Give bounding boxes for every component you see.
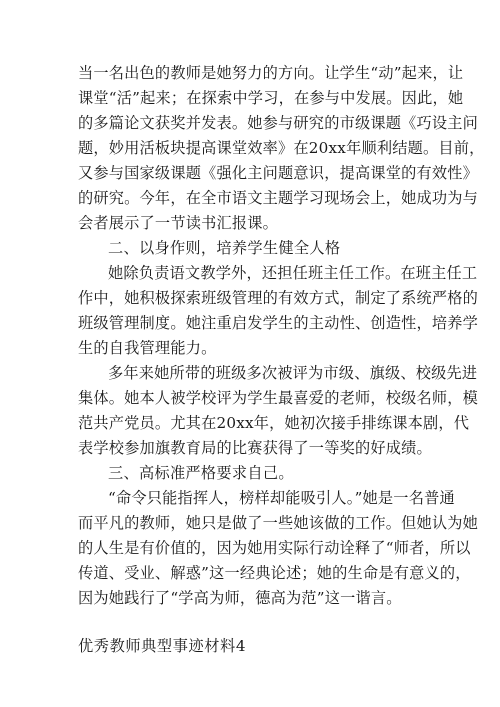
paragraph-4-line-1: “命令只能指挥人，榜样却能吸引人。”她是一名普通 (108, 489, 455, 507)
heading-3: 三、高标准严格要求自己。 (108, 464, 294, 482)
paragraph-4-line-3: 的人生是有价值的，因为她用实际行动诠释了“师者，所以 (78, 539, 471, 557)
paragraph-4-line-2: 而平凡的教师，她只是做了一些她该做的工作。但她认为她 (78, 514, 479, 532)
paragraph-4-line-5: 因为她践行了“学高为师，德高为范”这一谐言。 (78, 589, 402, 607)
paragraph-1-line-4: 题，妙用活板块提高课堂效率》在20xx年顺利结题。目前， (78, 139, 485, 157)
paragraph-3-line-2: 集体。她本人被学校评为学生最喜爱的老师，校级名师，模 (78, 389, 479, 407)
paragraph-2-line-2: 作中，她积极探索班级管理的有效方式，制定了系统严格的 (78, 289, 479, 307)
paragraph-1-line-1: 当一名出色的教师是她努力的方向。让学生“动”起来，让 (78, 64, 464, 82)
paragraph-2-line-1: 她除负责语文教学外，还担任班主任工作。在班主任工 (108, 264, 478, 282)
paragraph-1-line-7: 会者展示了一节读书汇报课。 (78, 214, 279, 232)
paragraph-3-line-1: 多年来她所带的班级多次被评为市级、旗级、校级先进 (108, 364, 478, 382)
section-title: 优秀教师典型事迹材料4 (78, 637, 247, 655)
paragraph-2-line-4: 生的自我管理能力。 (78, 339, 217, 357)
paragraph-1-line-5: 又参与国家级课题《强化主问题意识，提高课堂的有效性》 (78, 164, 479, 182)
paragraph-1-line-6: 的研究。今年，在全市语文主题学习现场会上，她成功为与 (78, 189, 479, 207)
paragraph-1-line-3: 的多篇论文获奖并发表。她参与研究的市级课题《巧设主问 (78, 114, 479, 132)
paragraph-3-line-3: 范共产党员。尤其在20xx年，她初次接手排练课本剧，代 (78, 414, 470, 432)
paragraph-1-line-2: 课堂“活”起来；在探索中学习，在参与中发展。因此，她 (78, 89, 464, 107)
paragraph-4-line-4: 传道、受业、解惑”这一经典论述；她的生命是有意义的， (78, 564, 471, 582)
paragraph-2-line-3: 班级管理制度。她注重启发学生的主动性、创造性，培养学 (78, 314, 479, 332)
heading-2: 二、以身作则，培养学生健全人格 (108, 239, 341, 257)
paragraph-3-line-4: 表学校参加旗教育局的比赛获得了一等奖的好成绩。 (78, 439, 432, 457)
